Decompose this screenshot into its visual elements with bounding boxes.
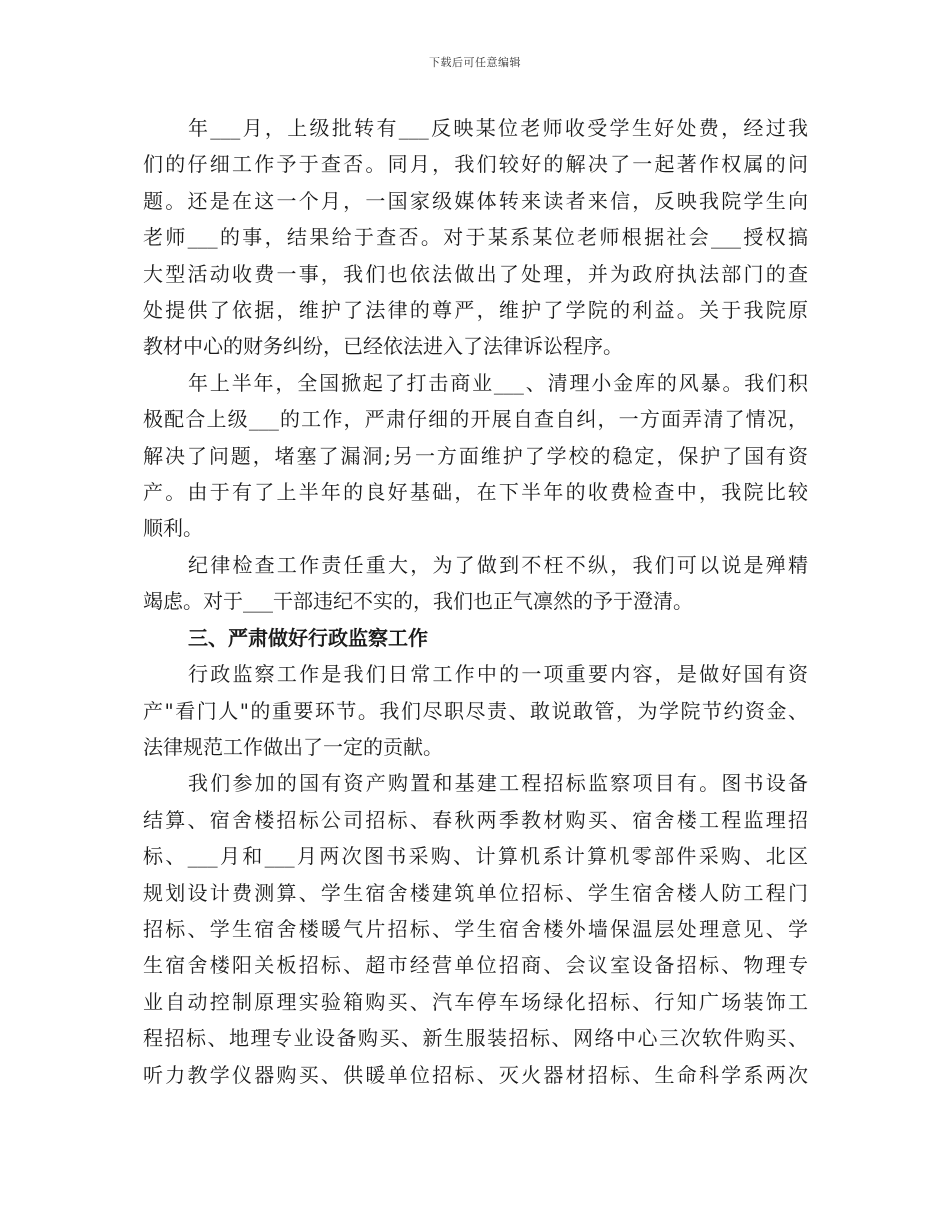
text-line: 业自动控制原理实验箱购买、汽车停车场绿化招标、行知广场装饰工 [143, 989, 808, 1014]
text-line: 们的仔细工作予于查否。同月，我们较好的解决了一起著作权属的问 [143, 152, 808, 177]
text-line: 生宿舍楼阳关板招标、超市经营单位招商、会议室设备招标、物理专 [143, 953, 808, 978]
text-line: 行政监察工作是我们日常工作中的一项重要内容，是做好国有资 [188, 662, 808, 687]
text-line: 产"看门人"的重要环节。我们尽职尽责、敢说敢管，为学院节约资金、 [143, 698, 808, 723]
text-line: 纪律检查工作责任重大，为了做到不枉不纵，我们可以说是殚精 [188, 552, 808, 577]
text-line: 产。由于有了上半年的良好基础，在下半年的收费检查中，我院比较 [143, 480, 808, 505]
text-line: 竭虑。对于___干部违纪不实的，我们也正气凛然的予于澄清。 [143, 589, 693, 614]
text-line: 程招标、地理专业设备购买、新生服装招标、网络中心三次软件购买、 [143, 1026, 808, 1051]
text-line: 教材中心的财务纠纷，已经依法进入了法律诉讼程序。 [143, 334, 623, 359]
text-line: 解决了问题，堵塞了漏洞;另一方面维护了学校的稳定，保护了国有资 [143, 443, 808, 468]
text-line: 年___月，上级批转有___反映某位老师收受学生好处费，经过我 [188, 116, 808, 140]
text-line: 招标、学生宿舍楼暖气片招标、学生宿舍楼外墙保温层处理意见、学 [143, 916, 808, 941]
text-line: 题。还是在这一个月，一国家级媒体转来读者来信，反映我院学生向 [143, 188, 808, 213]
paragraph-1 [143, 110, 808, 365]
page-header-note: 下载后可任意编辑 [429, 56, 521, 69]
text-line: 我们参加的国有资产购置和基建工程招标监察项目有。图书设备 [188, 771, 808, 796]
paragraph-5 [143, 765, 808, 1093]
paragraph-2 [143, 365, 808, 547]
text-line: 处提供了依据，维护了法律的尊严，维护了学院的利益。关于我院原 [143, 298, 808, 323]
section-heading: 三、严肃做好行政监察工作 [188, 625, 428, 650]
text-line: 结算、宿舍楼招标公司招标、春秋两季教材购买、宿舍楼工程监理招 [143, 807, 808, 832]
paragraph-3 [143, 547, 808, 620]
text-line: 标、___月和___月两次图书采购、计算机系计算机零部件采购、北区 [143, 844, 808, 869]
document-body [143, 110, 808, 1093]
text-line: 法律规范工作做出了一定的贡献。 [143, 734, 443, 759]
text-line: 年上半年，全国掀起了打击商业___、清理小金库的风暴。我们积 [188, 370, 808, 395]
text-line: 大型活动收费一事，我们也依法做出了处理，并为政府执法部门的查 [143, 261, 808, 286]
text-line: 顺利。 [143, 516, 203, 541]
text-line: 规划设计费测算、学生宿舍楼建筑单位招标、学生宿舍楼人防工程门 [143, 880, 808, 905]
paragraph-4 [143, 656, 808, 765]
text-line: 老师___的事，结果给于查否。对于某系某位老师根据社会___授权搞 [143, 225, 808, 250]
text-line: 极配合上级___的工作，严肃仔细的开展自查自纠，一方面弄清了情况， [143, 407, 808, 432]
text-line: 听力教学仪器购买、供暖单位招标、灭火器材招标、生命科学系两次 [143, 1062, 808, 1087]
